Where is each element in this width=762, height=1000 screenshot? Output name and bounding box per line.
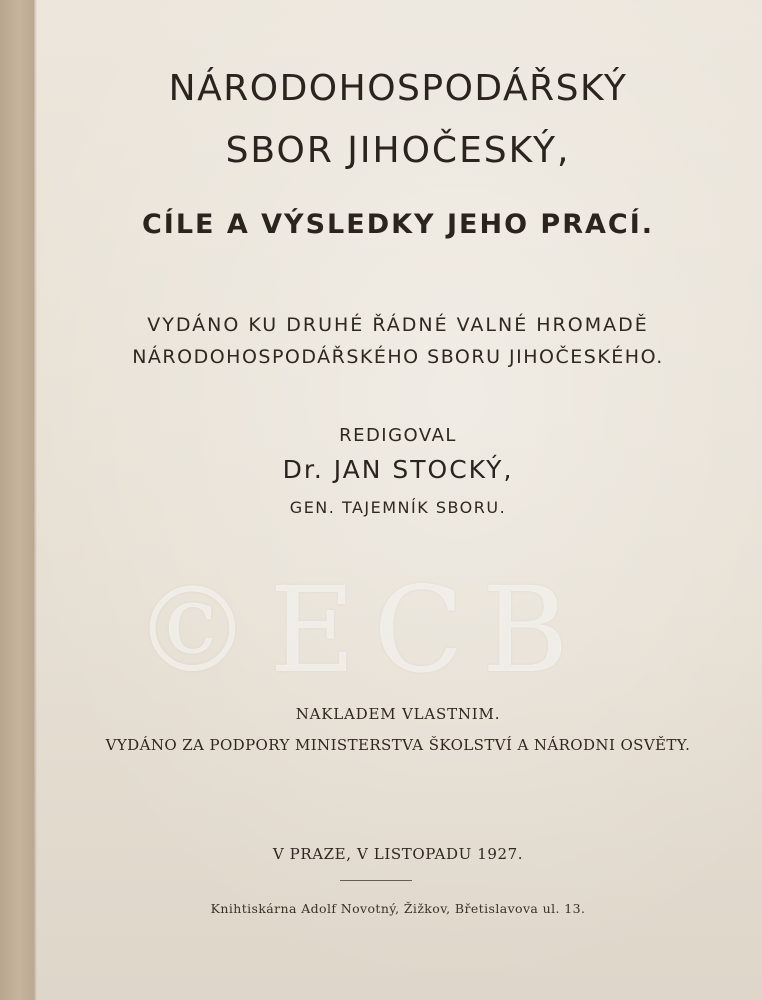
publisher-line-2: VYDÁNO ZA PODPORY MINISTERSTVA ŠKOLSTVÍ A NÁRODNI OSVĚTY. xyxy=(105,736,691,754)
copyright-watermark: ©ECB xyxy=(133,561,587,699)
title-line-1: NÁRODOHOSPODÁŘSKÝ xyxy=(168,68,628,109)
editor-name: Dr. JAN STOCKÝ, xyxy=(282,455,514,484)
title-line-3: CÍLE A VÝSLEDKY JEHO PRACÍ. xyxy=(141,209,655,240)
place-and-date: V PRAZE, V LISTOPADU 1927. xyxy=(272,845,524,863)
book-spine-margin xyxy=(0,0,34,1000)
editor-label: REDIGOVAL xyxy=(339,425,457,446)
divider-rule xyxy=(340,880,412,881)
title-line-2: SBOR JIHOČESKÝ, xyxy=(225,130,571,171)
subtitle-line-2: NÁRODOHOSPODÁŘSKÉHO SBORU JIHOČESKÉHO. xyxy=(132,346,664,368)
publisher-line-1: NAKLADEM VLASTNIM. xyxy=(295,705,501,723)
editor-role: GEN. TAJEMNÍK SBORU. xyxy=(289,498,507,517)
printer-credit: Knihtiskárna Adolf Novotný, Žižkov, Břetislavova ul. 13. xyxy=(210,901,586,916)
subtitle-line-1: VYDÁNO KU DRUHÉ ŘÁDNÉ VALNÉ HROMADĚ xyxy=(147,314,649,336)
